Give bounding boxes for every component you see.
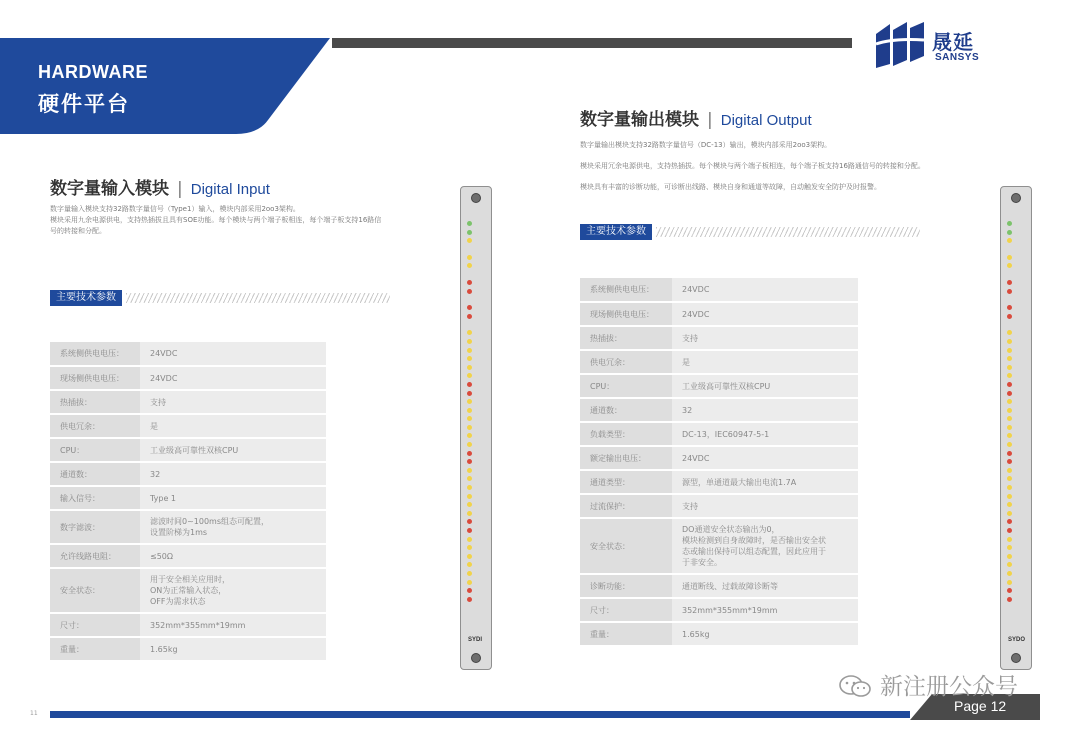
param-row (580, 350, 858, 374)
param-key: 系统侧供电电压： (580, 278, 672, 302)
status-led (1007, 255, 1012, 260)
output-title-en: Digital Output (720, 112, 812, 129)
param-row (50, 544, 326, 568)
output-description (580, 135, 990, 198)
status-led (1007, 382, 1012, 387)
led-gap (1007, 297, 1015, 305)
param-row (580, 278, 858, 302)
status-led (1007, 494, 1012, 499)
param-row (580, 494, 858, 518)
status-led (1007, 442, 1012, 447)
param-value: 352mm*355mm*19mm (672, 598, 858, 622)
status-led (1007, 433, 1012, 438)
param-key: 现场侧供电电压： (50, 366, 140, 390)
status-led (467, 373, 472, 378)
output-device-label: SYDO (1008, 637, 1026, 643)
param-row (50, 613, 326, 637)
param-value: 通道断线、过载故障诊断等 (672, 574, 858, 598)
param-row (50, 637, 326, 661)
input-params-table (50, 342, 326, 662)
status-led (467, 348, 472, 353)
status-led (467, 356, 472, 361)
input-title-zh: 数字量输入模块 (50, 179, 169, 199)
param-key: 额定输出电压： (580, 446, 672, 470)
led-column (467, 221, 475, 605)
status-led (467, 442, 472, 447)
param-row (580, 422, 858, 446)
status-led (467, 597, 472, 602)
status-led (1007, 399, 1012, 404)
status-led (1007, 339, 1012, 344)
param-row (50, 568, 326, 613)
led-gap (1007, 322, 1015, 330)
screw-icon (471, 193, 481, 203)
param-row (580, 302, 858, 326)
param-value: 32 (140, 462, 326, 486)
output-desc-line: 模块具有丰富的诊断功能，可诊断出线路、模块自身和通道等故障，自动触发安全防护及时报警。 (580, 183, 881, 191)
param-key: 诊断功能： (580, 574, 672, 598)
status-led (1007, 425, 1012, 430)
param-key: 安全状态： (580, 518, 672, 574)
status-led (1007, 485, 1012, 490)
param-row (50, 366, 326, 390)
status-led (1007, 408, 1012, 413)
title-separator: | (707, 110, 713, 130)
brand-name-zh: 晟延 (932, 30, 974, 54)
status-led (1007, 330, 1012, 335)
page-label: Page 12 (954, 698, 1007, 714)
status-led (467, 502, 472, 507)
output-module-device (1000, 186, 1032, 670)
status-led (467, 588, 472, 593)
status-led (467, 511, 472, 516)
input-module-device (460, 186, 492, 670)
param-value: 滤波时间0~100ms组态可配置， 设置阶梯为1ms (140, 510, 326, 544)
header-title-en: HARDWARE (38, 62, 148, 82)
status-led (1007, 314, 1012, 319)
header-rule (332, 38, 852, 48)
input-section-title (50, 174, 270, 199)
status-led (467, 476, 472, 481)
param-key: 过流保护： (580, 494, 672, 518)
status-led (1007, 416, 1012, 421)
param-row (580, 470, 858, 494)
param-key: 负载类型： (580, 422, 672, 446)
status-led (467, 289, 472, 294)
status-led (467, 382, 472, 387)
status-led (1007, 230, 1012, 235)
param-key: 允许线路电阻： (50, 544, 140, 568)
status-led (467, 554, 472, 559)
status-led (467, 580, 472, 585)
param-key: 重量： (50, 637, 140, 661)
header-banner (0, 38, 330, 134)
param-row (50, 462, 326, 486)
param-key: 通道数： (580, 398, 672, 422)
status-led (1007, 221, 1012, 226)
status-led (1007, 365, 1012, 370)
param-key: CPU： (580, 374, 672, 398)
status-led (467, 494, 472, 499)
param-value: 32 (672, 398, 858, 422)
param-key: 供电冗余： (580, 350, 672, 374)
status-led (1007, 459, 1012, 464)
param-value: 源型，单通道最大输出电流1.7A (672, 470, 858, 494)
hatch-decoration (656, 227, 920, 237)
input-params-heading (50, 290, 390, 306)
status-led (467, 280, 472, 285)
param-value: 支持 (672, 326, 858, 350)
status-led (1007, 305, 1012, 310)
param-value: DC-13，IEC60947-5-1 (672, 422, 858, 446)
params-label: 主要技术参数 (50, 290, 122, 306)
status-led (1007, 528, 1012, 533)
param-value: ≤50Ω (140, 544, 326, 568)
input-desc-line: 号的转接和分配。 (50, 227, 106, 235)
status-led (467, 230, 472, 235)
status-led (1007, 502, 1012, 507)
status-led (1007, 571, 1012, 576)
banner-shape (0, 38, 330, 134)
param-row (580, 446, 858, 470)
status-led (467, 263, 472, 268)
param-value: 24VDC (672, 278, 858, 302)
param-key: 热插拔： (580, 326, 672, 350)
param-row (580, 326, 858, 350)
param-value: 是 (140, 414, 326, 438)
output-title-zh: 数字量输出模块 (580, 110, 699, 130)
param-value: 是 (672, 350, 858, 374)
param-value: DO通道安全状态输出为0， 模块检测到自身故障时，是否输出安全状 态或输出保持可以组态配置，因此应用于 于非安全。 (672, 518, 858, 574)
status-led (467, 339, 472, 344)
param-key: CPU： (50, 438, 140, 462)
param-row (50, 510, 326, 544)
led-gap (1007, 272, 1015, 280)
status-led (1007, 348, 1012, 353)
param-value: 支持 (672, 494, 858, 518)
output-desc-line: 数字量输出模块支持32路数字量信号（DC-13）输出，模块内部采用2oo3架构。 (580, 141, 832, 149)
input-title-en: Digital Input (190, 181, 270, 198)
status-led (467, 571, 472, 576)
param-value: 24VDC (672, 302, 858, 326)
status-led (467, 330, 472, 335)
left-page-number: 11 (30, 710, 38, 717)
status-led (1007, 545, 1012, 550)
led-gap (1007, 247, 1015, 255)
param-row (50, 486, 326, 510)
status-led (467, 528, 472, 533)
logo-mark-icon (874, 20, 930, 70)
status-led (467, 425, 472, 430)
status-led (1007, 580, 1012, 585)
footer-rule (50, 711, 910, 718)
input-device-label: SYDI (468, 637, 483, 643)
status-led (467, 519, 472, 524)
status-led (467, 537, 472, 542)
status-led (467, 391, 472, 396)
param-row (580, 518, 858, 574)
status-led (1007, 511, 1012, 516)
param-value: 用于安全相关应用时， ON为正常输入状态， OFF为需求状态 (140, 568, 326, 613)
status-led (467, 305, 472, 310)
param-row (50, 438, 326, 462)
status-led (467, 485, 472, 490)
input-desc-line: 数字量输入模块支持32路数字量信号（Type1）输入，模块内部采用2oo3架构。 (50, 205, 300, 213)
status-led (1007, 356, 1012, 361)
param-key: 尺寸： (580, 598, 672, 622)
param-key: 重量： (580, 622, 672, 646)
param-value: 24VDC (672, 446, 858, 470)
status-led (467, 468, 472, 473)
status-led (1007, 263, 1012, 268)
led-gap (467, 322, 475, 330)
input-desc-line: 模块采用九余电源供电，支持热插拔且具有SOE功能。每个模块与两个端子板相连，每个端子板支持16路信 (50, 216, 382, 224)
param-key: 通道类型： (580, 470, 672, 494)
status-led (1007, 476, 1012, 481)
param-key: 热插拔： (50, 390, 140, 414)
param-row (580, 622, 858, 646)
param-row (50, 414, 326, 438)
status-led (467, 255, 472, 260)
status-led (1007, 373, 1012, 378)
status-led (1007, 588, 1012, 593)
led-gap (467, 272, 475, 280)
params-label: 主要技术参数 (580, 224, 652, 240)
screw-icon (471, 653, 481, 663)
input-description (50, 204, 410, 237)
param-value: 1.65kg (672, 622, 858, 646)
title-separator: | (177, 179, 183, 199)
param-value: 支持 (140, 390, 326, 414)
status-led (467, 238, 472, 243)
status-led (1007, 562, 1012, 567)
param-value: 工业级高可靠性双核CPU (672, 374, 858, 398)
param-value: 24VDC (140, 342, 326, 366)
status-led (467, 545, 472, 550)
status-led (467, 433, 472, 438)
led-column (1007, 221, 1015, 605)
status-led (467, 562, 472, 567)
param-row (580, 574, 858, 598)
screw-icon (1011, 193, 1021, 203)
status-led (467, 365, 472, 370)
status-led (1007, 451, 1012, 456)
output-desc-line: 模块采用冗余电源供电，支持热插拔。每个模块与两个端子板相连，每个端子板支持16路通信号的转接和分配。 (580, 162, 925, 170)
status-led (1007, 280, 1012, 285)
param-key: 数字滤波： (50, 510, 140, 544)
status-led (467, 221, 472, 226)
param-value: 工业级高可靠性双核CPU (140, 438, 326, 462)
param-row (580, 398, 858, 422)
param-key: 供电冗余： (50, 414, 140, 438)
status-led (467, 408, 472, 413)
led-gap (467, 297, 475, 305)
param-row (50, 342, 326, 366)
status-led (1007, 537, 1012, 542)
brand-name-en: SANSYS (935, 52, 980, 63)
output-params-table (580, 278, 858, 647)
status-led (1007, 554, 1012, 559)
output-section-title (580, 105, 812, 130)
status-led (1007, 289, 1012, 294)
param-key: 尺寸： (50, 613, 140, 637)
status-led (1007, 391, 1012, 396)
screw-icon (1011, 653, 1021, 663)
status-led (467, 314, 472, 319)
status-led (1007, 238, 1012, 243)
led-gap (467, 247, 475, 255)
param-value: 352mm*355mm*19mm (140, 613, 326, 637)
status-led (1007, 519, 1012, 524)
hatch-decoration (126, 293, 390, 303)
param-value: Type 1 (140, 486, 326, 510)
output-params-heading (580, 224, 920, 240)
param-key: 系统侧供电电压： (50, 342, 140, 366)
status-led (467, 451, 472, 456)
param-value: 24VDC (140, 366, 326, 390)
param-value: 1.65kg (140, 637, 326, 661)
status-led (1007, 468, 1012, 473)
status-led (467, 399, 472, 404)
param-key: 输入信号： (50, 486, 140, 510)
param-row (580, 374, 858, 398)
status-led (467, 459, 472, 464)
status-led (1007, 597, 1012, 602)
param-key: 现场侧供电电压： (580, 302, 672, 326)
param-row (580, 598, 858, 622)
param-key: 安全状态： (50, 568, 140, 613)
header-title-zh: 硬件平台 (38, 92, 130, 116)
param-row (50, 390, 326, 414)
wechat-icon (838, 674, 872, 698)
status-led (467, 416, 472, 421)
watermark-text: 新注册公众号 (880, 674, 1018, 700)
param-key: 通道数： (50, 462, 140, 486)
